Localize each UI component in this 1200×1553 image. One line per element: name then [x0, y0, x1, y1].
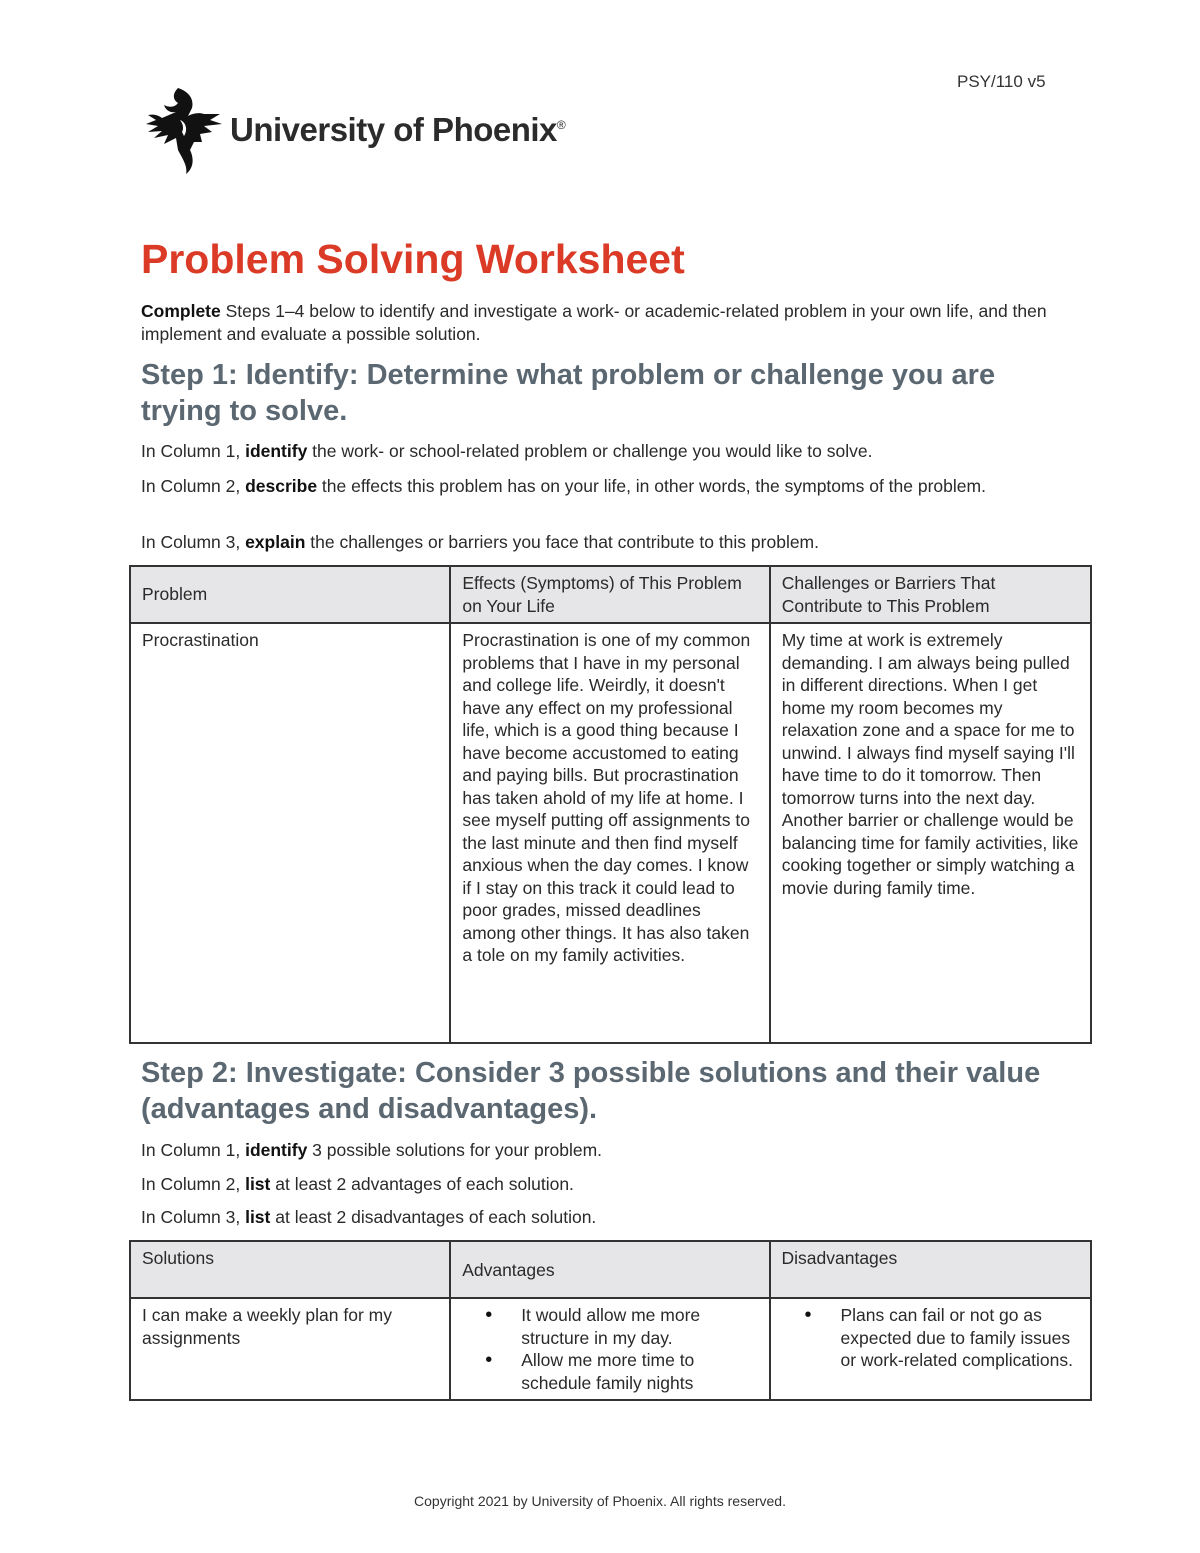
- advantages-list: [462, 1304, 757, 1394]
- column-header: Effects (Symptoms) of This Problem on Your Life: [450, 566, 769, 623]
- table-row: [130, 1298, 1091, 1400]
- disadvantages-cell: [770, 1298, 1092, 1400]
- step1-instruction-1: In Column 1, identify the work- or school-related problem or challenge you would like to solve.: [141, 441, 873, 461]
- step2-instruction-3: In Column 3, list at least 2 disadvantages of each solution.: [141, 1207, 597, 1227]
- step1-heading: Step 1: Identify: Determine what problem or challenge you are trying to solve.: [141, 359, 996, 427]
- university-logo: [142, 84, 565, 176]
- table-header-row: [130, 566, 1091, 623]
- advantages-cell: [450, 1298, 769, 1400]
- page-title: Problem Solving Worksheet: [141, 236, 685, 282]
- disadvantages-list: [782, 1304, 1080, 1372]
- step2-heading: Step 2: Investigate: Consider 3 possible solutions and their value (advantages and disadvantages).: [141, 1057, 1041, 1125]
- table-header-row: [130, 1241, 1091, 1298]
- intro-paragraph: Complete Steps 1–4 below to identify and investigate a work- or academic-related problem in your own life, and then implement and evaluate a possible solution.: [141, 301, 1047, 344]
- effects-cell: Procrastination is one of my common problems that I have in my personal and college life. Weirdly, it doesn't have any effect on my professional life, which is a good thing because I have become accustomed to eating and paying bills. But procrastination has taken ahold of my life at home. I see myself putting off assignments to the last minute and then find myself anxious when the day comes. I know if I stay on this track it could lead to poor grades, missed deadlines among other things. It has also taken a tole on my family activities.: [450, 623, 769, 1043]
- step1-instruction-2: In Column 2, describe the effects this problem has on your life, in other words, the symptoms of the problem.: [141, 476, 986, 496]
- list-item: • It would allow me more structure in my day.: [521, 1304, 757, 1349]
- list-item: • Plans can fail or not go as expected due to family issues or work-related complications.: [841, 1304, 1080, 1372]
- step2-instruction-1: In Column 1, identify 3 possible solutions for your problem.: [141, 1140, 603, 1160]
- copyright-footer: Copyright 2021 by University of Phoenix. All rights reserved.: [414, 1493, 786, 1509]
- column-header: Challenges or Barriers That Contribute to This Problem: [770, 566, 1091, 623]
- phoenix-icon: [142, 84, 224, 176]
- column-header: Problem: [130, 566, 450, 623]
- problem-cell: Procrastination: [130, 623, 450, 1043]
- column-header: Disadvantages: [770, 1241, 1092, 1298]
- challenges-cell: My time at work is extremely demanding. I am always being pulled in different directions. When I get home my room becomes my relaxation zone and a space for me to unwind. I always find myself saying I'll have time to do it tomorrow. Then tomorrow turns into the next day. Another barrier or challenge would be balancing time for family activities, like cooking together or simply watching a movie during family time.: [770, 623, 1091, 1043]
- column-header: Advantages: [450, 1241, 769, 1298]
- step1-instruction-3: In Column 3, explain the challenges or barriers you face that contribute to this problem.: [141, 532, 820, 552]
- column-header: Solutions: [130, 1241, 450, 1298]
- table-row: [130, 623, 1091, 1043]
- list-item: • Allow me more time to schedule family nights: [521, 1349, 757, 1394]
- step1-table: [129, 565, 1092, 1044]
- course-code: PSY/110 v5: [957, 72, 1046, 91]
- step2-instruction-2: In Column 2, list at least 2 advantages of each solution.: [141, 1174, 574, 1194]
- step2-table: [129, 1240, 1092, 1401]
- solution-cell: I can make a weekly plan for my assignments: [130, 1298, 450, 1400]
- university-name: University of Phoenix®: [230, 111, 566, 148]
